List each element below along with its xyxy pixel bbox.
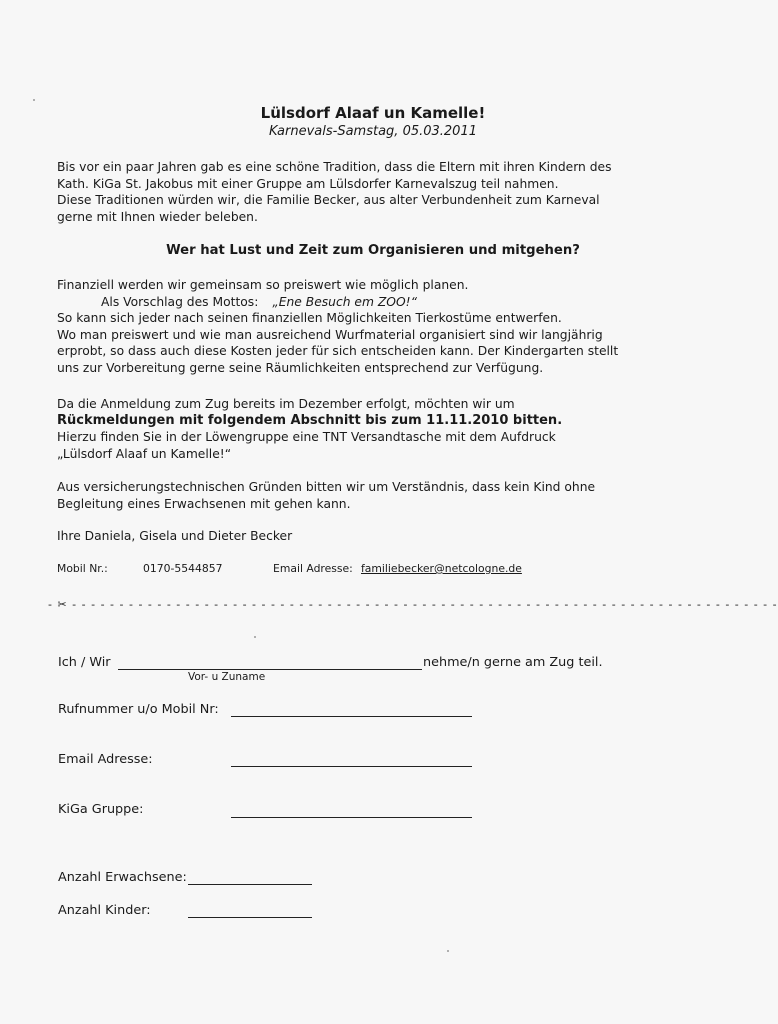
adults-field[interactable] — [188, 884, 312, 885]
children-field[interactable] — [188, 917, 312, 918]
intro-line: Diese Traditionen würden wir, die Familie Becker, aus alter Verbundenheit zum Karneval — [57, 193, 600, 207]
email-form-label: Email Adresse: — [58, 752, 153, 767]
insurance-paragraph — [57, 479, 595, 512]
scissors-cut-line: - ✂ - - - - - - - - - - - - - - - - - - - - - - - - - - - - - - - - - - - - - - - - - - - - - - - - - - - - - - - - - - - - - - - - - - - - - - - - - - - — [48, 598, 778, 611]
group-field[interactable] — [231, 817, 472, 818]
adults-label: Anzahl Erwachsene: — [58, 870, 187, 885]
insurance-line: Begleitung eines Erwachsenen mit gehen kann. — [57, 496, 351, 511]
name-hint: Vor- u Zuname — [188, 671, 266, 683]
signature — [57, 528, 292, 545]
plan-line: erprobt, so dass auch diese Kosten jeder für sich entscheiden kann. Der Kindergarten stellt — [57, 344, 619, 358]
phone-label: Rufnummer u/o Mobil Nr: — [58, 702, 219, 717]
motto-prefix: Als Vorschlag des Mottos: — [101, 294, 259, 309]
plan-paragraph — [57, 277, 618, 376]
ich-wir-label: Ich / Wir — [58, 655, 111, 670]
intro-paragraph — [57, 159, 612, 225]
document-subtitle: Karnevals-Samstag, 05.03.2011 — [268, 124, 477, 139]
section-heading: Wer hat Lust und Zeit zum Organisieren und mitgehen? — [166, 243, 580, 258]
document-title: Lülsdorf Alaaf un Kamelle! — [260, 104, 486, 122]
insurance-line: Aus versicherungstechnischen Gründen bitten wir um Verständnis, dass kein Kind ohne — [57, 480, 596, 494]
signature-text: Ihre Daniela, Gisela und Dieter Becker — [57, 529, 293, 543]
email-link[interactable]: familiebecker@netcologne.de — [361, 562, 522, 575]
email-label: Email Adresse: — [273, 562, 353, 575]
phone-field[interactable] — [231, 716, 472, 717]
mobile-label: Mobil Nr.: — [57, 562, 108, 575]
registration-line: Hierzu finden Sie in der Löwengruppe eine TNT Versandtasche mit dem Aufdruck — [57, 430, 556, 444]
scan-speck — [33, 99, 35, 101]
scan-speck — [254, 636, 256, 638]
children-label: Anzahl Kinder: — [58, 903, 151, 918]
intro-line: Bis vor ein paar Jahren gab es eine schöne Tradition, dass die Eltern mit ihren Kindern des — [57, 160, 612, 174]
mobile-value: 0170-5544857 — [143, 562, 223, 575]
registration-line: Da die Anmeldung zum Zug bereits im Dezember erfolgt, möchten wir um — [57, 397, 515, 411]
participation-text: nehme/n gerne am Zug teil. — [423, 655, 603, 670]
motto-text: „Ene Besuch em ZOO!“ — [272, 294, 417, 309]
plan-line: Finanziell werden wir gemeinsam so preiswert wie möglich planen. — [57, 278, 469, 292]
intro-line: Kath. KiGa St. Jakobus mit einer Gruppe am Lülsdorfer Karnevalszug teil nahmen. — [57, 176, 559, 191]
plan-line: Wo man preiswert und wie man ausreichend Wurfmaterial organisiert sind wir langjährig — [57, 327, 603, 342]
group-label: KiGa Gruppe: — [58, 802, 144, 817]
plan-line: uns zur Vorbereitung gerne seine Räumlichkeiten entsprechend zur Verfügung. — [57, 360, 544, 375]
intro-line: gerne mit Ihnen wieder beleben. — [57, 209, 258, 224]
registration-paragraph — [57, 396, 562, 462]
email-field[interactable] — [231, 766, 472, 767]
registration-deadline: Rückmeldungen mit folgendem Abschnitt bis zum 11.11.2010 bitten. — [57, 412, 563, 428]
name-field[interactable] — [118, 669, 422, 670]
plan-line: So kann sich jeder nach seinen finanziellen Möglichkeiten Tierkostüme entwerfen. — [57, 311, 562, 325]
motto-line — [57, 294, 618, 311]
scan-speck — [447, 950, 449, 952]
registration-line: „Lülsdorf Alaaf un Kamelle!“ — [57, 446, 232, 461]
